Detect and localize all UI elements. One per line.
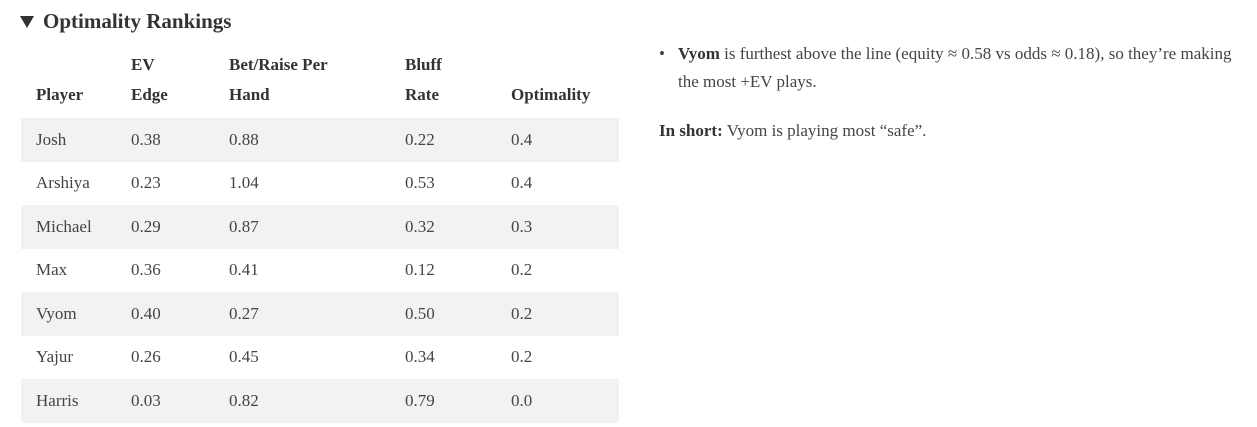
header-player: Player bbox=[36, 85, 84, 104]
summary-text: Vyom is playing most “safe”. bbox=[722, 121, 927, 140]
cell-ev-edge: 0.29 bbox=[131, 205, 229, 249]
header-ev-edge: EV Edge bbox=[131, 55, 168, 104]
cell-player: Yajur bbox=[21, 336, 131, 380]
cell-bluff-rate: 0.12 bbox=[405, 249, 511, 293]
table-row bbox=[21, 379, 619, 423]
cell-optimality: 0.4 bbox=[511, 118, 619, 162]
cell-ev-edge: 0.38 bbox=[131, 118, 229, 162]
section-title: Optimality Rankings bbox=[43, 8, 232, 33]
cell-bet-raise: 0.27 bbox=[229, 292, 405, 336]
cell-bluff-rate: 0.79 bbox=[405, 379, 511, 423]
table-row bbox=[21, 162, 619, 206]
cell-ev-edge: 0.40 bbox=[131, 292, 229, 336]
table-row bbox=[21, 118, 619, 162]
cell-optimality: 0.2 bbox=[511, 249, 619, 293]
notes-panel bbox=[659, 40, 1249, 145]
table-row bbox=[21, 249, 619, 293]
cell-ev-edge: 0.23 bbox=[131, 162, 229, 206]
cell-bluff-rate: 0.22 bbox=[405, 118, 511, 162]
header-optimality: Optimality bbox=[511, 85, 591, 104]
cell-player: Max bbox=[21, 249, 131, 293]
cell-player: Harris bbox=[21, 379, 131, 423]
summary-label: In short: bbox=[659, 121, 723, 140]
header-bluff-rate: Bluff Rate bbox=[405, 55, 442, 104]
cell-bet-raise: 0.88 bbox=[229, 118, 405, 162]
cell-ev-edge: 0.36 bbox=[131, 249, 229, 293]
cell-optimality: 0.0 bbox=[511, 379, 619, 423]
cell-optimality: 0.4 bbox=[511, 162, 619, 206]
cell-bluff-rate: 0.34 bbox=[405, 336, 511, 380]
bullet-player-name: Vyom bbox=[678, 44, 720, 63]
cell-bet-raise: 0.45 bbox=[229, 336, 405, 380]
bullet-text bbox=[678, 40, 1249, 96]
cell-optimality: 0.3 bbox=[511, 205, 619, 249]
bullet-item bbox=[659, 40, 1249, 96]
table-row bbox=[21, 205, 619, 249]
cell-bet-raise: 1.04 bbox=[229, 162, 405, 206]
cell-bet-raise: 0.87 bbox=[229, 205, 405, 249]
cell-player: Michael bbox=[21, 205, 131, 249]
table-header-row bbox=[21, 46, 619, 118]
table-row bbox=[21, 292, 619, 336]
bullet-dot-icon: • bbox=[659, 44, 665, 63]
cell-player: Josh bbox=[21, 118, 131, 162]
cell-optimality: 0.2 bbox=[511, 292, 619, 336]
header-bet-raise: Bet/Raise Per Hand bbox=[229, 55, 328, 104]
cell-bluff-rate: 0.53 bbox=[405, 162, 511, 206]
cell-ev-edge: 0.03 bbox=[131, 379, 229, 423]
bullet-body: is furthest above the line (equity ≈ 0.58 vs odds ≈ 0.18), so they’re making the most +EV plays. bbox=[678, 44, 1232, 91]
cell-ev-edge: 0.26 bbox=[131, 336, 229, 380]
cell-player: Vyom bbox=[21, 292, 131, 336]
cell-bet-raise: 0.41 bbox=[229, 249, 405, 293]
triangle-down-icon[interactable] bbox=[20, 16, 34, 28]
table-row bbox=[21, 336, 619, 380]
section-toggle[interactable] bbox=[20, 6, 231, 36]
cell-bluff-rate: 0.32 bbox=[405, 205, 511, 249]
summary-paragraph bbox=[659, 117, 1249, 145]
cell-player: Arshiya bbox=[21, 162, 131, 206]
cell-bet-raise: 0.82 bbox=[229, 379, 405, 423]
cell-bluff-rate: 0.50 bbox=[405, 292, 511, 336]
rankings-table bbox=[21, 46, 619, 423]
cell-optimality: 0.2 bbox=[511, 336, 619, 380]
